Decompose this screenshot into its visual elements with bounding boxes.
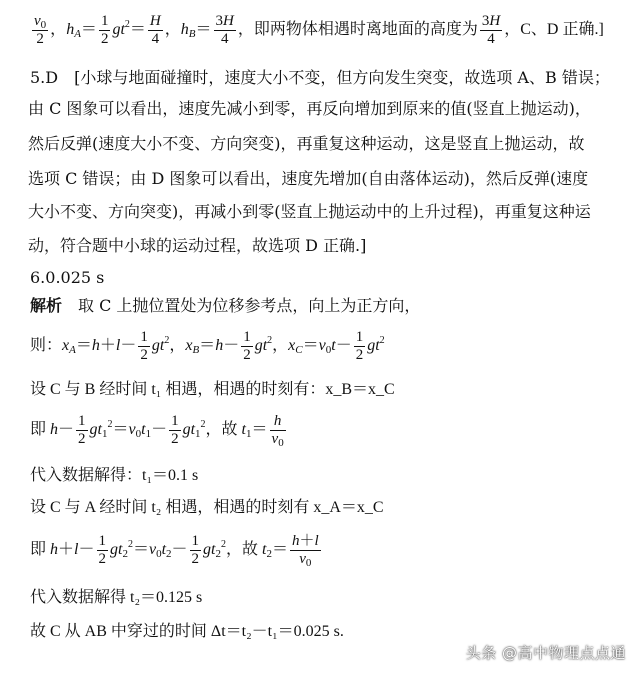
line-4: 然后反弹(速度大小不变、方向突变)，再重复这种运动，这是竖直上抛运动，故 [28,134,585,153]
line-10: 则：$x_A=h+l-$ $\frac{1}{2}$ $gt^2$，$x_B=h-$ $\frac{1}{2}$ $gt^2$，$x_C=v_0t-$ $\frac{1}{2}$ $gt^2$ [30,329,385,363]
frac-v0-over-2: $\frac{v_0}{2}$ [34,13,47,47]
frac-h-over-v0: $\frac{h}{v_0}$ [271,413,284,449]
line-1-end: ，C、D 正确.] [504,21,604,39]
line-5: 选项 C 错误；由 D 图象可以看出，速度先增加(自由落体运动)，然后反弹(速度 [28,169,589,188]
line-1-tail: ，即两物体相遇时离地面的高度为 [237,21,478,39]
line-3: 由 C 图象可以看出，速度先减小到零，再反向增加到原来的值(竖直上抛运动)， [28,99,591,118]
frac-half: $\frac{1}{2}$ [100,13,109,47]
line-2: 5.D [小球与地面碰撞时，速度大小不变，但方向发生突变，故选项 A、B 错误； [30,68,610,87]
frac-3H-over-4-b: $\frac{3H}{4}$ [481,13,501,47]
line-16: 代入数据解得 t₂＝0.125 s [30,589,203,606]
frac-h-plus-l-over-v0: $\frac{h+l}{v_0}$ [291,533,319,569]
line-15: 即 h＋l－ $\frac{1}{2}$ $gt_2^2=v_0t_2-$ $\frac{1}{2}$ $gt_2^2$，故 $t_2=$ $\frac{h+l}{v_0}$ [30,533,319,569]
line-11: 设 C 与 B 经时间 t₁ 相遇，相遇的时刻有：x_B＝x_C [30,381,395,398]
line-7: 动，符合题中小球的运动过程，故选项 D 正确.] [28,236,367,255]
line-12: 即 h－ $\frac{1}{2}$ $gt_1^2=v_0t_1-$ $\frac{1}{2}$ $gt_1^2$，故 $t_1=$ $\frac{h}{v_0}$ [30,413,284,449]
analysis-text: 取 C 上抛位置处为位移参考点，向上为正方向， [62,296,421,315]
line-1: $\frac{v_0}{2}$ ，$h_A=$ $\frac{1}{2}$ $gt^2=$ $\frac{H}{4}$ ，$h_B=$ $\frac{3H}{4}$ ，即两物体相遇时离地面的高度为 $\frac{3H}{4}$ ，C、D 正确.] [34,13,604,47]
line-14: 设 C 与 A 经时间 t₂ 相遇，相遇的时刻有 x_A＝x_C [30,499,384,516]
line-17: 故 C 从 AB 中穿过的时间 Δt＝t₂－t₁＝0.025 s. [30,623,344,640]
frac-H-over-4: $\frac{H}{4}$ [149,13,161,47]
line-6: 大小不变、方向突变)，再减小到零(竖直上抛运动中的上升过程)，再重复这种运 [28,202,591,221]
watermark: 头条 @高中物理点点通 [465,644,626,662]
analysis-label: 解析 [30,296,63,315]
frac-3H-over-4: $\frac{3H}{4}$ [215,13,234,47]
line-13: 代入数据解得：t₁＝0.1 s [30,467,199,484]
line-8: 6.0.025 s [30,268,105,287]
line-9 [30,296,420,316]
